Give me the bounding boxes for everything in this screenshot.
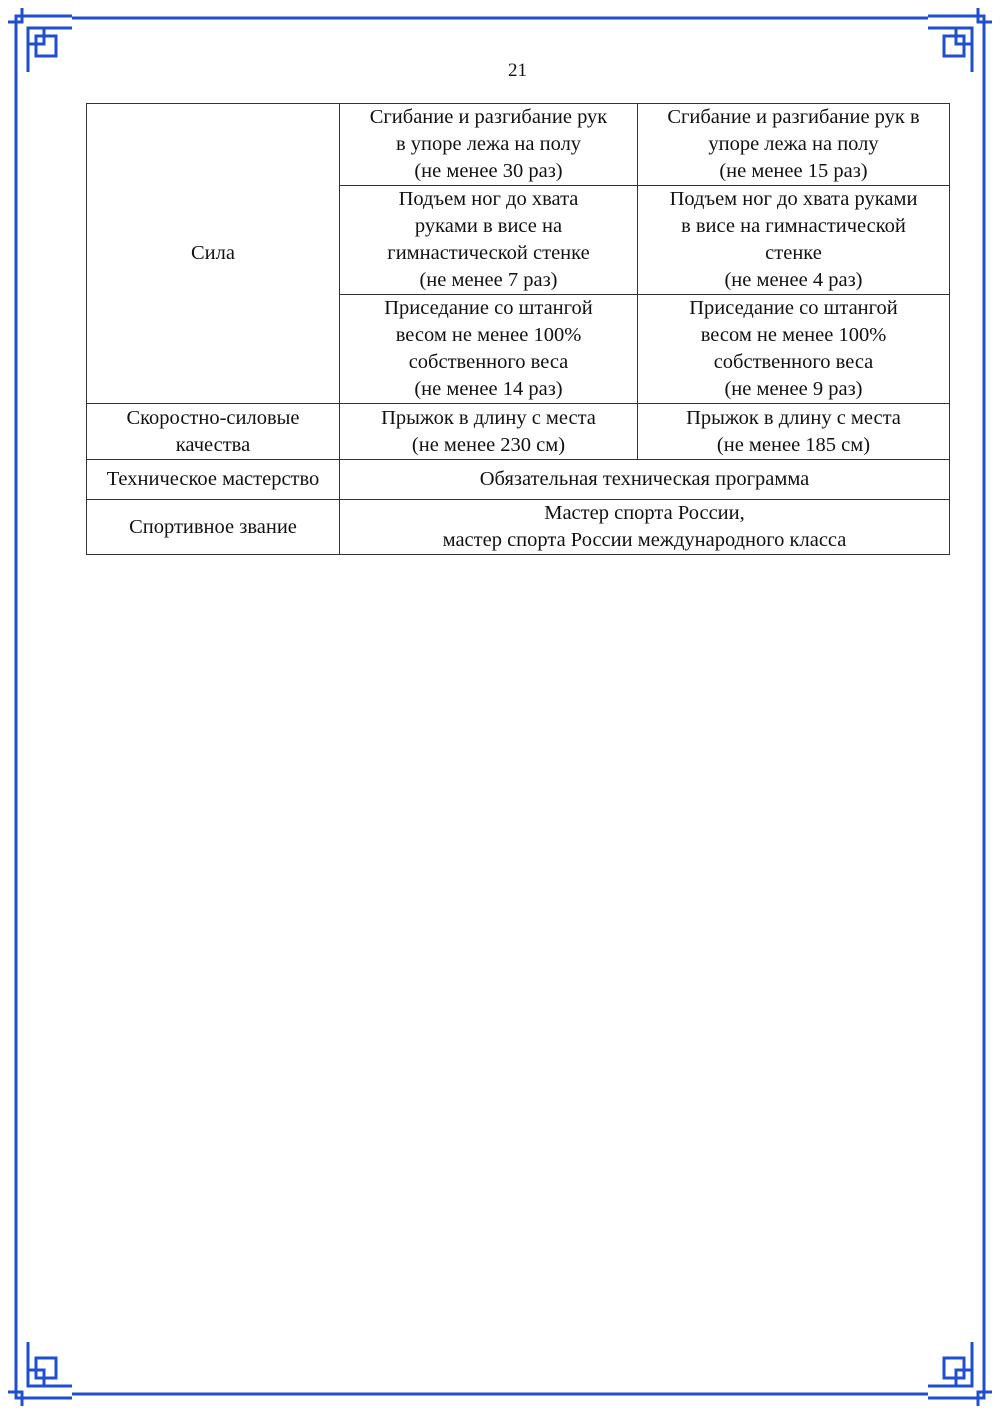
norm-line: весом не менее 100% (700, 324, 887, 346)
strength-label-cell (87, 104, 340, 404)
norm-line: упоре лежа на полу (708, 133, 879, 155)
norm-line: (не менее 230 см) (411, 433, 566, 456)
sport-title-line: Мастер спорта России, (544, 502, 745, 524)
female-norm-cell (638, 295, 950, 404)
speed-strength-label-cell (87, 404, 340, 460)
norm-line: Сгибание и разгибание рук (369, 106, 608, 128)
technique-value: Обязательная техническая программа (479, 468, 810, 490)
norm-line: Приседание со штангой (384, 297, 593, 319)
norm-line: (не менее 14 раз) (414, 378, 563, 400)
table-row (87, 500, 950, 555)
sport-title-line: мастер спорта России международного класса (442, 529, 847, 551)
standards-table (86, 103, 950, 555)
norm-line: (не менее 9 раз) (724, 378, 863, 400)
speed-strength-label: качества (175, 433, 251, 456)
strength-label: Сила (191, 242, 235, 264)
female-norm-cell (638, 104, 950, 186)
male-norm-cell (340, 104, 638, 186)
table-row (87, 104, 950, 186)
norm-line: (не менее 30 раз) (414, 160, 563, 182)
table-row (87, 460, 950, 500)
norm-line: руками в висе на (414, 215, 563, 237)
norm-line: Сгибание и разгибание рук в (667, 106, 920, 128)
norm-line: собственного веса (408, 351, 569, 373)
male-norm-cell (340, 295, 638, 404)
sport-title-label-cell (87, 500, 340, 555)
page-number: 21 (508, 60, 527, 81)
sport-title-label: Спортивное звание (129, 515, 297, 538)
norm-line: (не менее 7 раз) (419, 269, 558, 291)
norm-line: в упоре лежа на полу (395, 133, 582, 155)
norm-line: (не менее 4 раз) (724, 269, 863, 291)
norm-line: собственного веса (713, 351, 874, 373)
table-row (87, 404, 950, 460)
norm-line: гимнастической стенке (387, 242, 590, 264)
norm-line: (не менее 15 раз) (719, 160, 868, 182)
technique-value-cell (340, 460, 950, 500)
male-norm-cell (340, 404, 638, 460)
speed-strength-label: Скоростно-силовые (126, 406, 300, 429)
norm-line: Подъем ног до хвата руками (669, 188, 918, 210)
corner-ornament-bottom-left (8, 1342, 72, 1406)
male-norm-cell (340, 186, 638, 295)
female-norm-cell (638, 186, 950, 295)
norm-line: Прыжок в длину с места (686, 406, 901, 429)
norm-line: Прыжок в длину с места (381, 406, 596, 429)
norm-line: весом не менее 100% (395, 324, 582, 346)
norm-line: (не менее 185 см) (716, 433, 871, 456)
norm-line: в висе на гимнастической (681, 215, 906, 237)
sport-title-value-cell (340, 500, 950, 555)
technique-label: Техническое мастерство (106, 468, 320, 490)
technique-label-cell (87, 460, 340, 500)
corner-ornament-bottom-right (928, 1342, 992, 1406)
norm-line: Подъем ног до хвата (398, 188, 579, 210)
norm-line: Приседание со штангой (689, 297, 898, 319)
norm-line: стенке (765, 242, 822, 264)
female-norm-cell (638, 404, 950, 460)
